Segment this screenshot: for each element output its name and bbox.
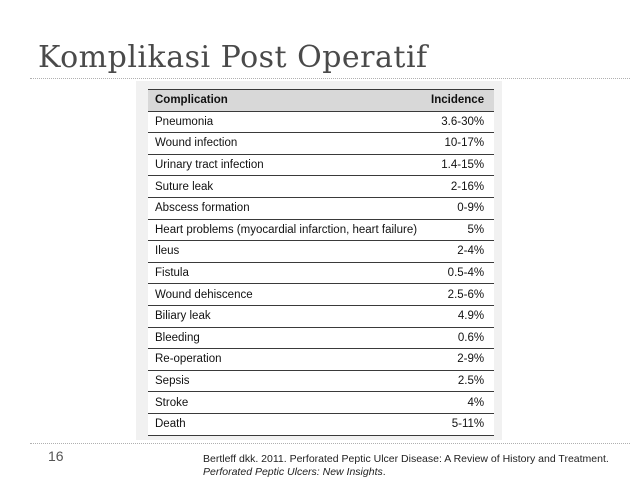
complication-cell: Death	[148, 413, 424, 435]
citation-line-1: Bertleff dkk. 2011. Perforated Peptic Ulcer Disease: A Review of History and Treatment.	[203, 453, 609, 465]
footer-divider	[30, 443, 630, 444]
incidence-cell: 2-16%	[424, 176, 494, 198]
complications-table	[148, 89, 494, 436]
table-row	[148, 370, 494, 392]
complication-cell: Wound dehiscence	[148, 284, 424, 306]
incidence-column-header: Incidence	[424, 90, 494, 112]
table-row	[148, 413, 494, 435]
incidence-cell: 2-9%	[424, 349, 494, 371]
table-row	[148, 327, 494, 349]
table-row	[148, 219, 494, 241]
table-row	[148, 241, 494, 263]
complication-cell: Fistula	[148, 262, 424, 284]
incidence-cell: 4%	[424, 392, 494, 414]
slide-title: Komplikasi Post Operatif	[38, 40, 428, 75]
table-row	[148, 111, 494, 133]
incidence-cell: 2-4%	[424, 241, 494, 263]
table-row	[148, 284, 494, 306]
incidence-cell: 5%	[424, 219, 494, 241]
incidence-cell: 0.6%	[424, 327, 494, 349]
complication-cell: Pneumonia	[148, 111, 424, 133]
table-header-row	[148, 90, 494, 112]
complication-cell: Biliary leak	[148, 305, 424, 327]
complication-cell: Stroke	[148, 392, 424, 414]
incidence-cell: 0-9%	[424, 197, 494, 219]
table-row	[148, 392, 494, 414]
incidence-cell: 10-17%	[424, 133, 494, 155]
table-row	[148, 305, 494, 327]
incidence-cell: 1.4-15%	[424, 154, 494, 176]
complication-cell: Re-operation	[148, 349, 424, 371]
complication-cell: Heart problems (myocardial infarction, heart failure)	[148, 219, 424, 241]
title-divider	[30, 78, 630, 79]
table-body	[148, 111, 494, 435]
table-row	[148, 349, 494, 371]
page-number: 16	[48, 448, 64, 464]
incidence-cell: 3.6-30%	[424, 111, 494, 133]
table-row	[148, 154, 494, 176]
complication-column-header: Complication	[148, 90, 424, 112]
incidence-cell: 5-11%	[424, 413, 494, 435]
complication-cell: Bleeding	[148, 327, 424, 349]
complication-cell: Abscess formation	[148, 197, 424, 219]
citation-period: .	[382, 466, 386, 478]
citation-line-2	[203, 466, 609, 479]
citation-journal: Perforated Peptic Ulcers: New Insights	[203, 466, 383, 478]
incidence-cell: 2.5%	[424, 370, 494, 392]
complication-cell: Urinary tract infection	[148, 154, 424, 176]
citation	[203, 453, 609, 479]
table-row	[148, 133, 494, 155]
incidence-cell: 4.9%	[424, 305, 494, 327]
table-row	[148, 197, 494, 219]
complication-cell: Suture leak	[148, 176, 424, 198]
complication-cell: Wound infection	[148, 133, 424, 155]
table-row	[148, 262, 494, 284]
complication-cell: Sepsis	[148, 370, 424, 392]
incidence-cell: 2.5-6%	[424, 284, 494, 306]
table-row	[148, 176, 494, 198]
incidence-cell: 0.5-4%	[424, 262, 494, 284]
complication-cell: Ileus	[148, 241, 424, 263]
